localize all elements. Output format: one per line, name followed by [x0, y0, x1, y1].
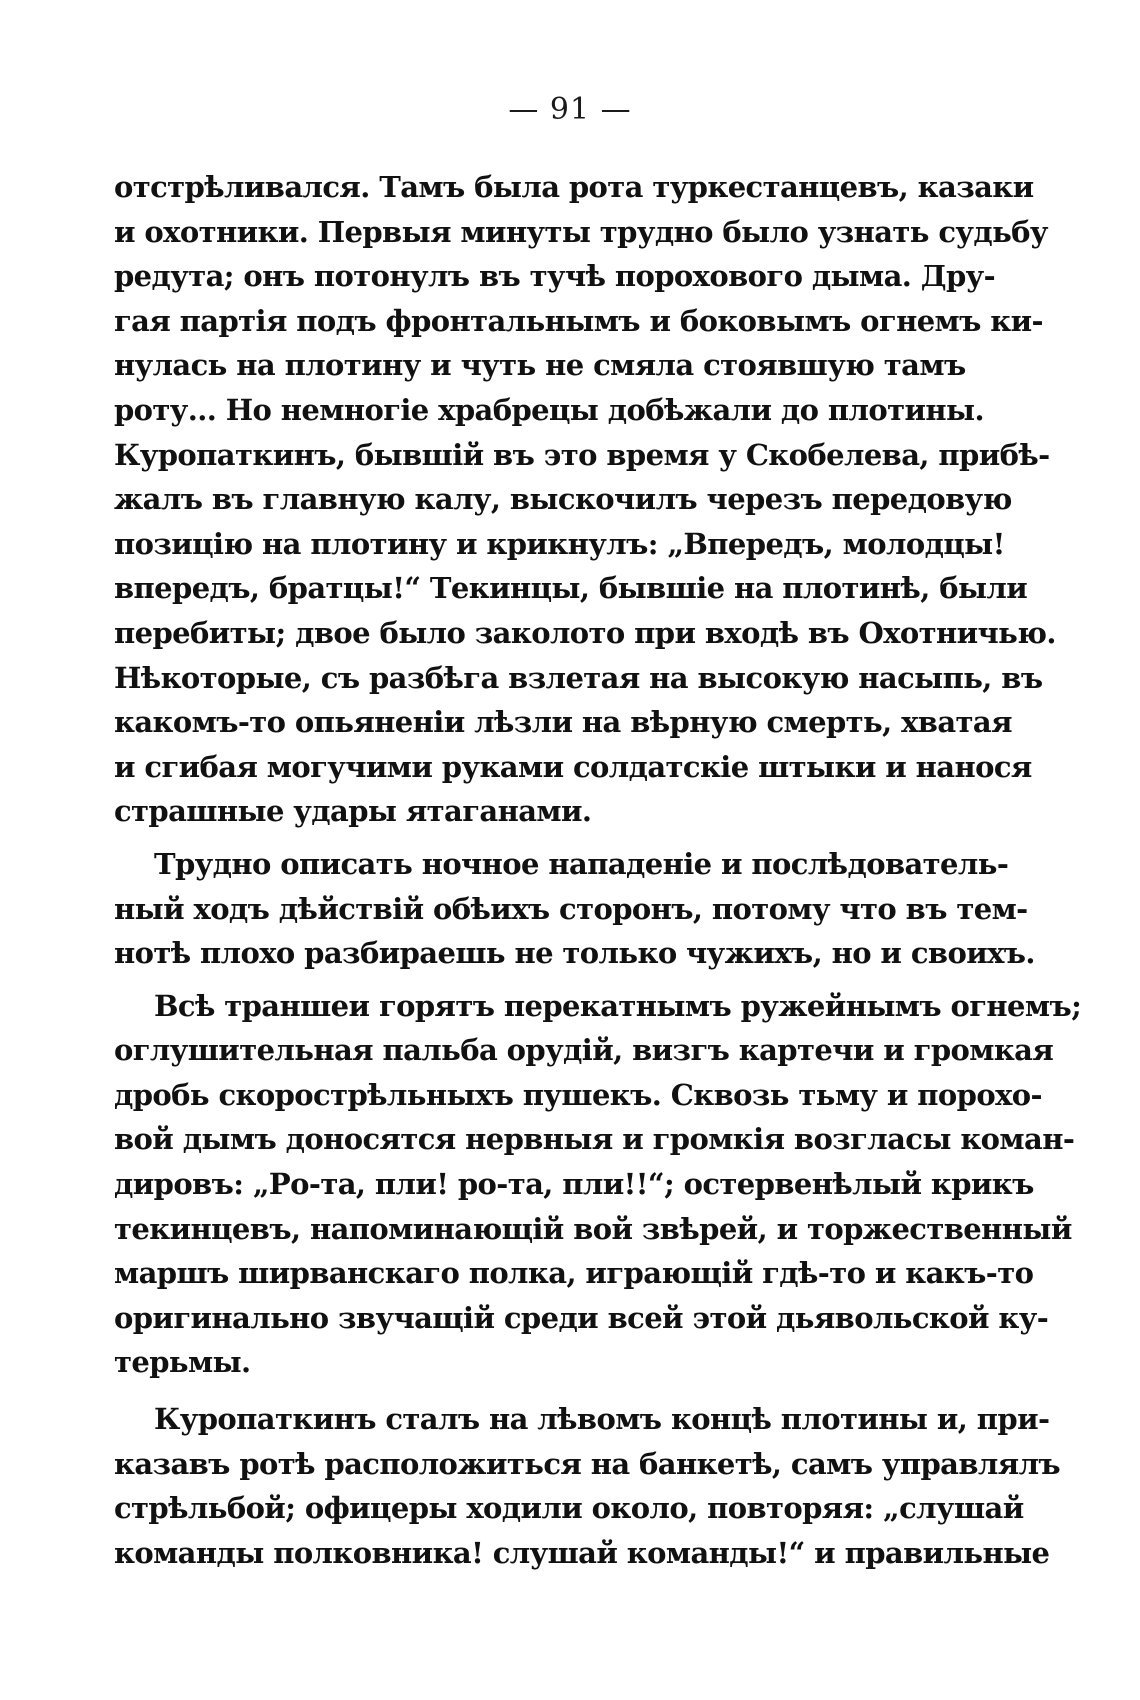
- paragraph-gap: [114, 834, 964, 842]
- text-line: гая партія подъ фронтальнымъ и боковымъ огнемъ ки-: [114, 303, 1043, 338]
- text-line: нотѣ плохо разбираешь не только чужихъ, но и своихъ.: [114, 936, 1035, 971]
- text-line: ный ходъ дѣйствій обѣихъ сторонъ, потому что въ тем-: [114, 891, 1028, 926]
- text-line: позицію на плотину и крикнулъ: „Впередъ, молодцы!: [114, 526, 1005, 561]
- text-line: оглушительная пальба орудій, визгъ картечи и громкая: [114, 1033, 1054, 1068]
- text-line: Всѣ траншеи горятъ перекатнымъ ружейнымъ огнемъ;: [154, 988, 1082, 1023]
- text-line: дробь скорострѣльныхъ пушекъ. Сквозь тьму и порохо-: [114, 1077, 1042, 1112]
- text-line: дировъ: „Ро-та, пли! ро-та, пли!!“; остервенѣлый крикъ: [114, 1167, 1034, 1202]
- text-line: маршъ ширванскаго полка, играющій гдѣ-то и какъ-то: [114, 1256, 1034, 1291]
- text-line: страшные удары ятаганами.: [114, 794, 592, 829]
- body-text: [114, 165, 1082, 1575]
- text-line: впередъ, братцы!“ Текинцы, бывшіе на плотинѣ, были: [114, 571, 1028, 606]
- text-line: текинцевъ, напоминающій вой звѣрей, и торжественный: [114, 1211, 1072, 1246]
- text-line: Куропаткинъ сталъ на лѣвомъ концѣ плотины и, при-: [154, 1402, 1050, 1437]
- text-line: нулась на плотину и чуть не смяла стоявшую тамъ: [114, 348, 966, 383]
- text-line: жалъ въ главную калу, выскочилъ черезъ передовую: [114, 482, 1012, 517]
- text-line: терьмы.: [114, 1345, 251, 1380]
- text-line: отстрѣливался. Тамъ была рота туркестанцевъ, казаки: [114, 170, 1034, 204]
- text-line: оригинально звучащій среди всей этой дьявольской ку-: [114, 1300, 1049, 1335]
- text-line: стрѣльбой; офицеры ходили около, повторяя: „слушай: [114, 1491, 1024, 1526]
- page-number: — 91 —: [508, 92, 632, 127]
- text-line: редута; онъ потонулъ въ тучѣ порохового дыма. Дру-: [114, 259, 996, 294]
- text-line: Куропаткинъ, бывшій въ это время у Скобелева, прибѣ-: [114, 437, 1050, 472]
- text-line: перебиты; двое было заколото при входѣ въ Охотничью.: [114, 615, 1056, 650]
- text-line: казавъ ротѣ расположиться на банкетѣ, самъ управлялъ: [114, 1446, 1061, 1481]
- paragraph-gap: [114, 1385, 964, 1397]
- text-line: и сгибая могучими руками солдатскіе штыки и нанося: [114, 749, 1032, 784]
- text-line: какомъ-то опьяненіи лѣзли на вѣрную смерть, хватая: [114, 705, 1012, 740]
- text-line: вой дымъ доносятся нервныя и громкія возгласы коман-: [114, 1122, 1075, 1157]
- text-line: Нѣкоторые, съ разбѣга взлетая на высокую насыпь, въ: [114, 660, 1043, 695]
- text-line: Трудно описать ночное нападеніе и послѣдователь-: [154, 846, 1009, 881]
- text-line: роту... Но немногіе храбрецы добѣжали до плотины.: [114, 392, 984, 427]
- text-line: и охотники. Первыя минуты трудно было узнать судьбу: [114, 214, 1048, 249]
- paragraph-gap: [114, 976, 964, 984]
- text-line: команды полковника! слушай команды!“ и правильные: [114, 1535, 1050, 1570]
